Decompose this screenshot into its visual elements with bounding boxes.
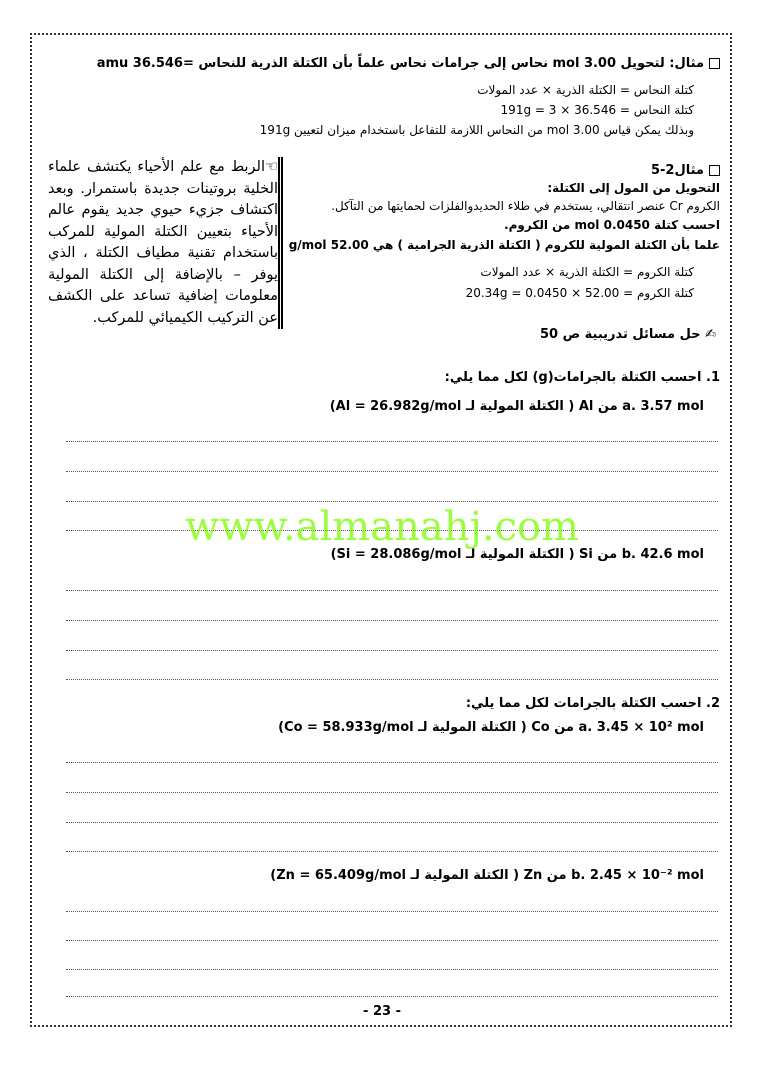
answer-line (66, 679, 718, 680)
biology-connection-note: ☜الربط مع علم الأحياء يكتشف علماء الخلية بروتينات جديدة باستمرار. وبعد اكتشاف جزيء حيوي جديد يقوم عالم الأحياء بتعيين الكتلة المولية للمركب باستخدام تقنية مطياف الكتلة ، الذي يوفر – بالإضافة إلى الكتلة المولية معلومات إضافية تساعد على الكشف عن التركيب الكيميائي للمركب. (48, 159, 278, 326)
example2-given: علما بأن الكتلة المولية للكروم ( الكتلة الذرية الجرامية ) هي 52.00 g/mol (288, 238, 720, 252)
question-2: 2. احسب الكتلة بالجرامات لكل مما يلي: (465, 696, 720, 711)
example1-calculation: كتلة النحاس = 36.546 × 3 = 191g (500, 103, 694, 117)
example1-conclusion: وبذلك يمكن قياس 3.00 mol من النحاس اللازمة للتفاعل باستخدام ميزان لتعيين 191g (259, 123, 694, 137)
answer-line (66, 911, 718, 912)
page-number: - 23 - (363, 1004, 401, 1019)
answer-line (66, 650, 718, 651)
example2-subheading: التحويل من المول إلى الكتلة: (547, 181, 720, 195)
answer-line (66, 822, 718, 823)
answer-line (66, 501, 718, 502)
answer-line (66, 441, 718, 442)
question-2a: a. 3.45 × 10² mol من Co ( الكتلة المولية لـ Co = 58.933g/mol) (278, 720, 704, 735)
example2-question: احسب كتلة 0.0450 mol من الكروم. (504, 218, 720, 232)
example2-intro: الكروم Cr عنصر انتقالي، يستخدم في طلاء الحديدوالفلزات لحمايتها من التآكل. (331, 199, 720, 213)
sidebar-divider (278, 157, 283, 329)
question-1: 1. احسب الكتلة بالجرامات(g) لكل مما يلي: (444, 370, 720, 385)
example2-formula: كتلة الكروم = الكتلة الذرية × عدد المولات (480, 265, 694, 279)
answer-line (66, 620, 718, 621)
checkbox-bullet-icon (709, 58, 720, 69)
watermark: www.almanahj.com (184, 504, 579, 550)
answer-line (66, 940, 718, 941)
exercises-title: ✍ حل مسائل تدريبية ص 50 (540, 327, 716, 342)
answer-line (66, 762, 718, 763)
answer-line (66, 851, 718, 852)
question-1a: a. 3.57 mol من Al ( الكتلة المولية لـ Al = 26.982g/mol) (329, 399, 704, 414)
question-1b: b. 42.6 mol من Si ( الكتلة المولية لـ Si = 28.086g/mol) (330, 547, 704, 562)
answer-line (66, 590, 718, 591)
answer-line (66, 969, 718, 970)
example1-heading: مثال: لتحويل 3.00 mol نحاس إلى جرامات نحاس علماً بأن الكتلة الذرية للنحاس =36.546 amu (97, 56, 720, 71)
checkbox-bullet-icon (709, 165, 720, 176)
example2-calculation: كتلة الكروم = 52.00 × 0.0450 = 20.34g (465, 286, 694, 300)
answer-line (66, 792, 718, 793)
answer-line (66, 996, 718, 997)
answer-line (66, 471, 718, 472)
example2-heading: مثال2-5 (651, 163, 720, 178)
question-2b: b. 2.45 × 10⁻² mol من Zn ( الكتلة المولية لـ Zn = 65.409g/mol) (270, 868, 704, 883)
example1-formula: كتلة النحاس = الكتلة الذرية × عدد المولات (477, 83, 694, 97)
